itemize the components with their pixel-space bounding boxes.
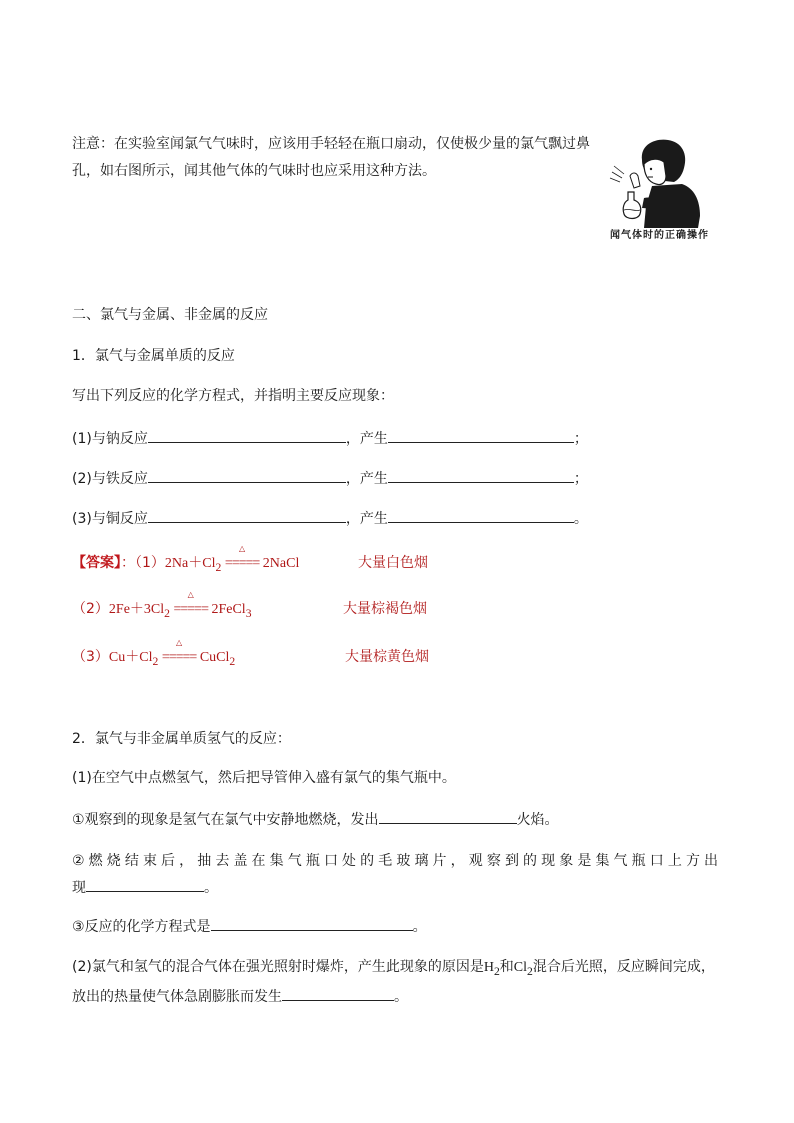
question-2-line-2: [72, 877, 218, 898]
equation-rhs: 2NaCl: [262, 556, 300, 571]
answer-blank[interactable]: [379, 809, 517, 824]
subscript: 2: [152, 654, 159, 668]
question-text: 现: [72, 880, 86, 896]
heat-triangle-icon: △: [187, 590, 194, 599]
instruction-text: 写出下列反应的化学方程式，并指明主要反应现象：: [72, 388, 394, 404]
phenomenon-2: 大量棕褐色烟: [343, 601, 427, 617]
answer-number: （2）: [72, 601, 109, 617]
answer-colon: ：: [121, 555, 135, 571]
equals-sign: =====: [173, 602, 208, 617]
heat-triangle-icon: △: [238, 544, 246, 553]
subscript: 2: [164, 606, 170, 620]
answer-blank[interactable]: [148, 428, 346, 443]
heat-equals-sign: [224, 544, 260, 574]
question-1: [72, 809, 559, 830]
formula-h: H: [483, 960, 494, 975]
question-text: ①观察到的现象是氢气在氯气中安静地燃烧，发出: [72, 812, 379, 828]
answer-blank[interactable]: [388, 508, 574, 523]
fill-item-3: [72, 508, 588, 529]
fill-item-2: [72, 468, 588, 489]
phenomenon-3: 大量棕黄色烟: [345, 649, 429, 665]
answer-blank[interactable]: [148, 468, 346, 483]
answer-blank[interactable]: [388, 468, 574, 483]
paragraph-2-line-1: [72, 957, 715, 982]
subsection-2-heading: 2．氯气与非金属单质氢气的反应：: [72, 731, 291, 747]
subscript: 3: [245, 606, 252, 620]
question-text: 。: [412, 919, 427, 935]
answer-number: （3）: [72, 649, 109, 665]
equation: [164, 544, 300, 574]
equation-rhs: 2FeCl: [211, 602, 246, 617]
answer-line-3: [72, 638, 236, 672]
heat-triangle-icon: △: [175, 638, 183, 647]
answer-label: 【答案】: [72, 555, 121, 571]
heat-equals-sign: [173, 590, 208, 620]
subscript: 2: [229, 654, 236, 668]
answer-blank[interactable]: [388, 428, 574, 443]
question-text: 火焰。: [516, 812, 559, 828]
fill-item-mid: ，产生: [345, 511, 388, 527]
heat-equals-sign: [161, 638, 197, 668]
equation-lhs: Cu＋Cl: [108, 650, 153, 665]
equals-sign: =====: [161, 650, 197, 665]
fill-item-label: (3)与铜反应: [72, 511, 148, 527]
question-text: ③反应的化学方程式是: [72, 919, 211, 935]
subscript: 2: [527, 964, 533, 978]
equation-lhs: 2Na＋Cl: [164, 556, 216, 571]
equation-lhs: 2Fe＋3Cl: [108, 602, 165, 617]
paragraph-text: 放出的热量使气体急剧膨胀而发生: [72, 989, 282, 1005]
equation-rhs: CuCl: [199, 650, 230, 665]
answer-blank[interactable]: [282, 986, 394, 1001]
fill-item-end: ；: [573, 471, 588, 487]
fill-item-label: (1)与钠反应: [72, 431, 148, 447]
fill-item-end: 。: [573, 511, 588, 527]
fill-item-label: (2)与铁反应: [72, 471, 148, 487]
formula-cl: Cl: [513, 960, 528, 975]
note-paragraph: 注意：在实验室闻氯气气味时，应该用手轻轻在瓶口扇动，仅使极少量的氯气飘过鼻孔，如右图所示，闻其他气体的气味时也应采用这种方法。: [72, 136, 590, 179]
question-3: [72, 916, 427, 937]
fill-item-end: ；: [573, 431, 588, 447]
answer-line-1: [72, 544, 300, 578]
answer-number: （1）: [135, 555, 165, 571]
section-heading: 二、氯气与金属、非金属的反应: [72, 307, 268, 323]
fill-item-mid: ，产生: [345, 431, 388, 447]
question-text: 。: [204, 880, 218, 896]
answer-blank[interactable]: [86, 877, 204, 892]
subscript: 2: [493, 964, 500, 978]
subscript: 2: [215, 560, 222, 574]
equation: [108, 590, 252, 620]
subsection-1-heading: 1．氯气与金属单质的反应: [72, 348, 235, 364]
fill-item-1: [72, 428, 588, 449]
answer-blank[interactable]: [211, 916, 413, 931]
phenomenon-1: 大量白色烟: [358, 555, 428, 571]
paragraph-1: (1)在空气中点燃氢气，然后把导管伸入盛有氯气的集气瓶中。: [72, 770, 456, 786]
paragraph-text: 和: [499, 959, 514, 975]
paragraph-2-line-2: [72, 986, 408, 1007]
answer-blank[interactable]: [148, 508, 346, 523]
paragraph-text: 。: [394, 989, 408, 1005]
equals-sign: =====: [224, 556, 260, 571]
fill-item-mid: ，产生: [345, 471, 388, 487]
paragraph-text: 混合后光照，反应瞬间完成，: [532, 959, 715, 975]
paragraph-text: (2)氯气和氢气的混合气体在强光照射时爆炸，产生此现象的原因是: [72, 959, 484, 975]
answer-line-2: [72, 590, 252, 624]
equation: [108, 638, 236, 668]
question-2-line-1: ②燃烧结束后，抽去盖在集气瓶口处的毛玻璃片，观察到的现象是集气瓶口上方出: [72, 853, 723, 869]
figure-caption: 闻气体时的正确操作: [610, 230, 709, 241]
